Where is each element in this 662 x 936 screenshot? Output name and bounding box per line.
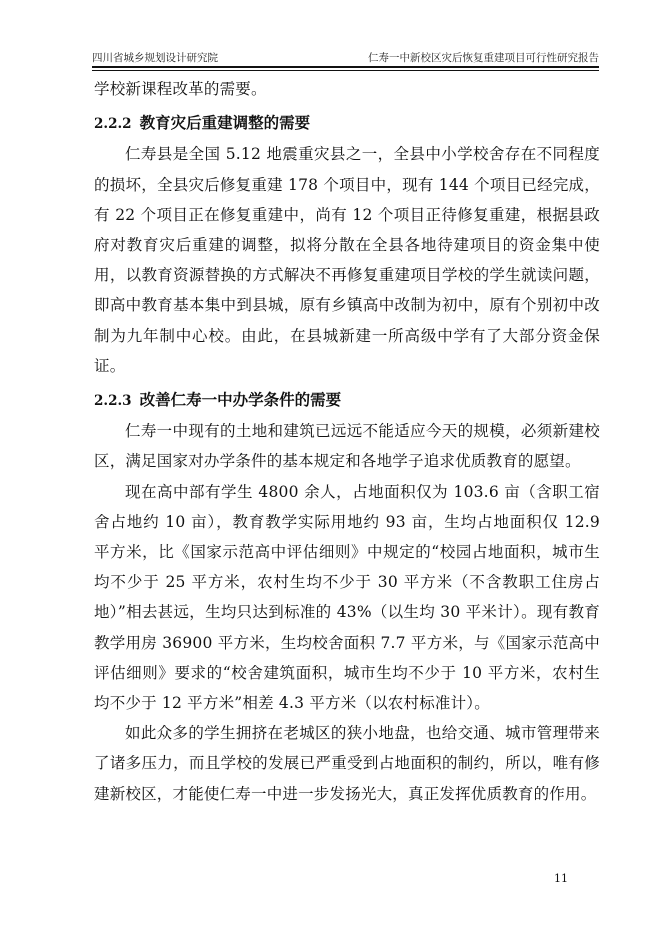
section-number: 2.2.2 <box>94 116 132 133</box>
header-rule-thick <box>92 66 599 68</box>
header-report-title: 仁寿一中新校区灾后恢复重建项目可行性研究报告 <box>368 52 599 64</box>
page-number: 11 <box>554 872 568 885</box>
section-2-2-2 <box>94 108 600 381</box>
section-number: 2.2.3 <box>94 393 132 410</box>
section-title: 改善仁寿一中办学条件的需要 <box>139 391 342 410</box>
body-paragraph: 如此众多的学生拥挤在老城区的狭小地盘，也给交通、城市管理带来了诸多压力，而且学校的发展已严重受到占地面积的制约，所以，唯有修建新校区，才能使仁寿一中进一步发扬光大，真正发挥优质教育的作用。 <box>94 724 600 803</box>
section-heading <box>94 108 600 139</box>
section-heading <box>94 385 600 416</box>
body-paragraph: 仁寿县是全国 5.12 地震重灾县之一，全县中小学校舍存在不同程度的损坏，全县灾后修复重建 178 个项目中，现有 144 个项目已经完成，有 22 个项目正在修复重建中，尚有 12 个项目正待修复重建，根据县政府对教育灾后重建的调整，拟将分散在全县各地待建项目的资金集中使用，以教育资源替换的方式解决不再修复重建项目学校的学生就读问题，即高中教育基本集中到县城，原有乡镇高中改制为初中，原有个别初中改制为九年制中心校。由此，在县城新建一所高级中学有了大部分资金保证。 <box>94 145 600 375</box>
header-rule-thin <box>92 70 599 71</box>
page-header <box>92 50 599 66</box>
section-2-2-3 <box>94 385 600 809</box>
body-paragraph: 现在高中部有学生 4800 余人，占地面积仅为 103.6 亩（含职工宿舍占地约 10 亩），教育教学实际用地约 93 亩，生均占地面积仅 12.9 平方米，比《国家示范高中评估细则》中规定的“校园占地面积，城市生均不少于 25 平方米，农村生均不少于 30 平方米（不含教职工住房占地）”相去甚远，生均只达到标准的 43%（以生均 30 平米计）。现有教育教学用房 36900 平方米，生均校舍面积 7.7 平方米，与《国家示范高中评估细则》要求的“校舍建筑面积，城市生均不少于 10 平方米，农村生均不少于 12 平方米”相差 4.3 平方米（以农村标准计）。 <box>94 482 600 713</box>
header-organization: 四川省城乡规划设计研究院 <box>92 52 218 64</box>
body-paragraph: 仁寿一中现有的土地和建筑已远远不能适应今天的规模，必须新建校区，满足国家对办学条件的基本规定和各地学子追求优质教育的愿望。 <box>94 422 600 471</box>
page-body <box>94 74 600 809</box>
continuation-paragraph: 学校新课程改革的需要。 <box>94 80 267 98</box>
section-title: 教育灾后重建调整的需要 <box>139 114 311 133</box>
